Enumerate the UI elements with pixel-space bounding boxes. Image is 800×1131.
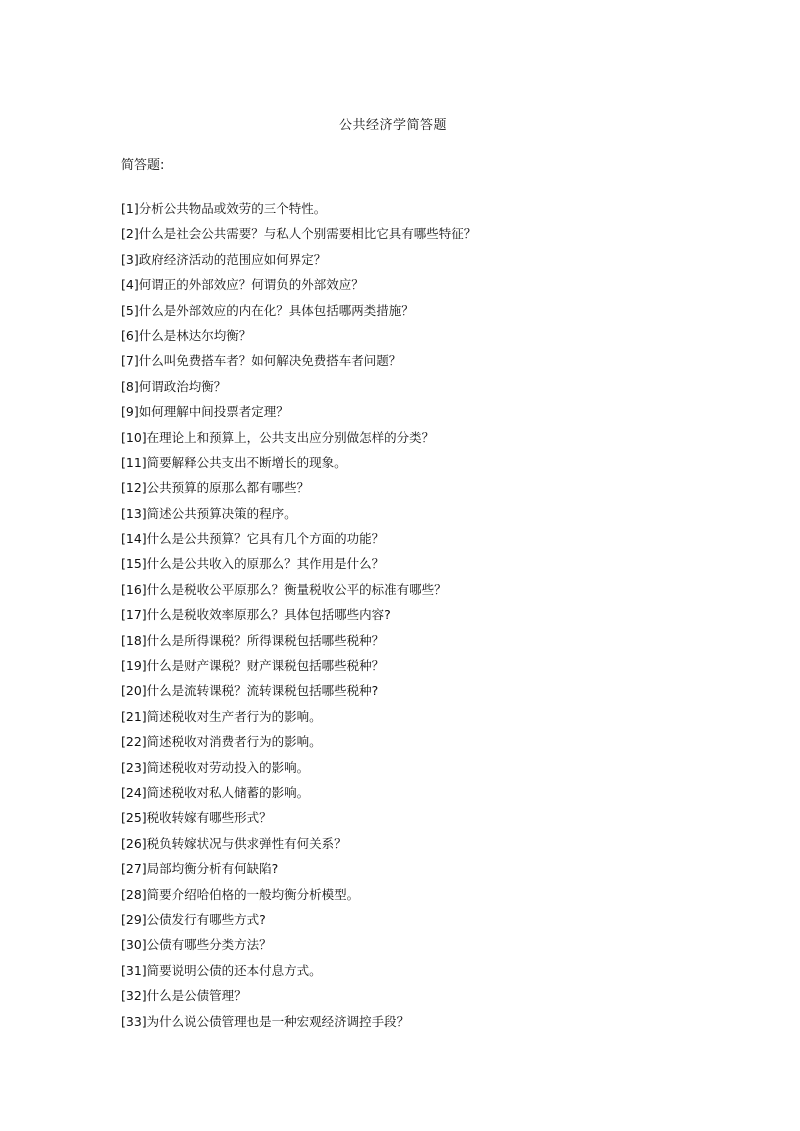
question-item: [9]如何理解中间投票者定理？: [121, 404, 289, 420]
question-item: [14]什么是公共预算？它具有几个方面的功能？: [121, 531, 385, 547]
question-item: [2]什么是社会公共需要？与私人个别需要相比它具有哪些特征？: [121, 226, 477, 242]
question-item: [33]为什么说公债管理也是一种宏观经济调控手段？: [121, 1013, 410, 1029]
question-item: [20]什么是流转课税？流转课税包括哪些税种?: [121, 683, 379, 699]
question-item: [23]简述税收对劳动投入的影响。: [121, 759, 310, 775]
question-item: [12]公共预算的原那么都有哪些？: [121, 480, 310, 496]
question-item: [25]税收转嫁有哪些形式？: [121, 810, 272, 826]
question-item: [28]简要介绍哈伯格的一般均衡分析模型。: [121, 886, 360, 902]
question-item: [3]政府经济活动的范围应如何界定？: [121, 251, 327, 267]
question-item: [13]简述公共预算决策的程序。: [121, 505, 297, 521]
question-list: [121, 200, 761, 1038]
question-item: [5]什么是外部效应的内在化？具体包括哪两类措施？: [121, 302, 414, 318]
question-item: [30]公债有哪些分类方法？: [121, 937, 272, 953]
question-item: [6]什么是林达尔均衡？: [121, 327, 252, 343]
question-item: [31]简要说明公债的还本付息方式。: [121, 962, 322, 978]
question-item: [1]分析公共物品或效劳的三个特性。: [121, 201, 327, 216]
question-item: [18]什么是所得课税？所得课税包括哪些税种？: [121, 632, 385, 648]
question-item: [11]简要解释公共支出不断增长的现象。: [121, 454, 347, 470]
question-item: [27]局部均衡分析有何缺陷?: [121, 861, 279, 877]
document-title: 公共经济学简答题: [338, 118, 447, 133]
question-item: [26]税负转嫁状况与供求弹性有何关系？: [121, 835, 347, 851]
question-item: [21]简述税收对生产者行为的影响。: [121, 708, 322, 724]
question-item: [15]什么是公共收入的原那么？其作用是什么？: [121, 556, 385, 572]
question-item: [29]公债发行有哪些方式?: [121, 911, 266, 927]
question-item: [4]何谓正的外部效应？何谓负的外部效应？: [121, 277, 364, 293]
question-item: [32]什么是公债管理？: [121, 988, 247, 1004]
question-item: [16]什么是税收公平原那么？衡量税收公平的标准有哪些？: [121, 581, 447, 597]
question-item: [8]何谓政治均衡？: [121, 378, 227, 394]
question-item: [7]什么叫免费搭车者？如何解决免费搭车者问题？: [121, 353, 402, 369]
question-item: [24]简述税收对私人储蓄的影响。: [121, 784, 310, 800]
question-item: [19]什么是财产课税？财产课税包括哪些税种？: [121, 658, 385, 674]
question-item: [17]什么是税收效率原那么？具体包括哪些内容?: [121, 607, 391, 623]
question-item: [22]简述税收对消费者行为的影响。: [121, 734, 322, 750]
section-heading: 简答题:: [121, 158, 165, 173]
question-item: [10]在理论上和预算上，公共支出应分别做怎样的分类？: [121, 429, 435, 445]
